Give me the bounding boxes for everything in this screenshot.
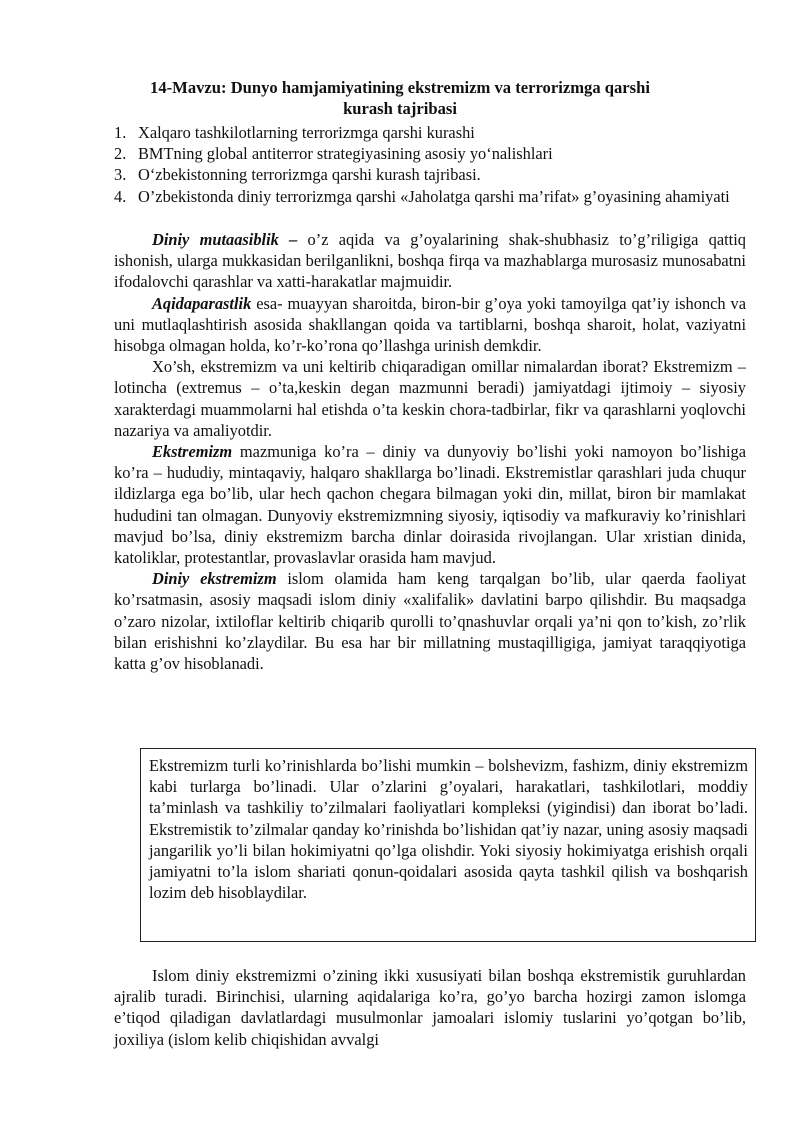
highlight-box-text: Ekstremizm turli ko’rinishlarda bo’lishi mumkin – bolshevizm, fashizm, diniy ekstremizm kabi turlarga bo’linadi. Ular o’zlarini g’oyalari, harakatlari, tashkilotlari, moddiy ta’minlash va tashkiliy to’zilmalari faoliyatlari kompleksi (yigindisi) dan iborat bo’ladi. Ekstremistik to’zilmalar qanday ko’rinishda bo’lishidan qat’iy nazar, uning asosiy maqsadi jangarilik yo’li bilan hokimiyatni qo’lga olishdir. Yoki siyosiy hokimiyatga erishish orqali jamiyatni to’la islom shariati qonun-qoidalari asosida qayta tashkil qilish va boshqarish lozim deb hisoblaydilar. [149,756,748,903]
continued-text [114,965,746,1050]
paragraph-diniy-mutaasiblik: Diniy mutaasiblik – o’z aqida va g’oyalarining shak-shubhasiz to’g’riligiga qattiq ishonish, ularga mukkasidan berilganlikni, boshqa firqa va mazhablarga murosasiz munosabatni ifodalovchi qarashlar va xatti-harakatlar majmuidir. [114,230,746,292]
defined-term: Ekstremizm [152,442,233,462]
defined-term: Diniy ekstremizm [152,569,277,589]
outline-item: 3. O‘zbekistonning terrorizmga qarshi kurash tajribasi. [114,165,481,185]
outline-item: 2. BMTning global antiterror strategiyasining asosiy yo‘nalishlari [114,144,553,164]
main-text [114,229,746,674]
document-title [130,77,670,119]
title-line-1: 14-Mavzu: Dunyo hamjamiyatining ekstremizm va terrorizmga qarshi [150,78,650,97]
paragraph-ekstremizm: Ekstremizm mazmuniga ko’ra – diniy va dunyoviy bo’lishi yoki namoyon bo’lishiga ko’ra – hududiy, mintaqaviy, halqaro shakllarga bo’linadi. Ekstremistlar qarashlari juda chuqur ildizlarga ega bo’lib, ular hech qachon chegara bilmagan yoki din, millat, biron bir mamlakat hududini tan olmagan. Dunyoviy ekstremizmning siyosiy, iqtisodiy va mafkuraviy ko’rinishlari mavjud bo’lsa, diniy ekstremizm barcha dinlar doirasida rivojlangan. Ular xristian dinida, katoliklar, protestantlar, provaslavlar orasida ham mavjud. [114,442,746,568]
highlight-box [140,748,756,942]
topic-outline-list [114,122,746,207]
paragraph-diniy-ekstremizm: Diniy ekstremizm islom olamida ham keng tarqalgan bo’lib, ular qaerda faoliyat ko’rsatmasin, asosiy maqsadi islom diniy «xalifalik» davlatini barpo qilishdir. Bu maqsadga o’zaro nizolar, ixtiloflar keltirib chiqarib qurolli to’qnashuvlar orqali ya’ni qon to’kish, zo’rlik bilan erishishni ko’zlaydilar. Bu esa har bir millatning mustaqilligiga, jamiyat taraqqiyotiga katta g’ov hisoblanadi. [114,569,747,674]
outline-item: 1. Xalqaro tashkilotlarning terrorizmga qarshi kurashi [114,123,475,142]
paragraph-islom-diniy-ekstremizmi: Islom diniy ekstremizmi o’zining ikki xususiyati bilan boshqa ekstremistik guruhlardan ajralib turadi. Birinchisi, ularning aqidalariga ko’ra, go’yo barcha hozirgi zamon islomga e’tiqod qiladigan davlatlardagi musulmonlar jamoalari islomiy tuslarini yo’qotgan bo’lib, joxiliya (islom kelib chiqishidan avvalgi [114,966,746,1049]
paragraph-ekstremizm-definition: Xo’sh, ekstremizm va uni keltirib chiqaradigan omillar nimalardan iborat? Ekstremizm – lotincha (extremus – o’ta,keskin degan mazmunni beradi) jamiyatdagi ijtimoiy – siyosiy xarakterdagi muammolarni hal etishda o’ta keskin chora-tadbirlar, fikr va qarashlarni yoqlovchi nazariya va amaliyotdir. [114,357,746,440]
title-line-2: kurash tajribasi [343,99,457,118]
outline-item: 4. O’zbekistonda diniy terrorizmga qarshi «Jaholatga qarshi ma’rifat» g’oyasining ahamiyati [114,186,730,206]
defined-term: Aqidaparastlik [152,293,252,313]
paragraph-aqidaparastlik: Aqidaparastlik esa- muayyan sharoitda, biron-bir g’oya yoki tamoyilga qat’iy ishonch va uni mutlaqlashtirish asosida shakllangan qoida va tartiblarni, boshqa sharoit, holat, vaziyatni hisobga olmagan holda, ko’r-ko’rona qo’llashga urinish demkdir. [114,293,746,356]
defined-term: Diniy mutaasiblik – [152,230,298,249]
